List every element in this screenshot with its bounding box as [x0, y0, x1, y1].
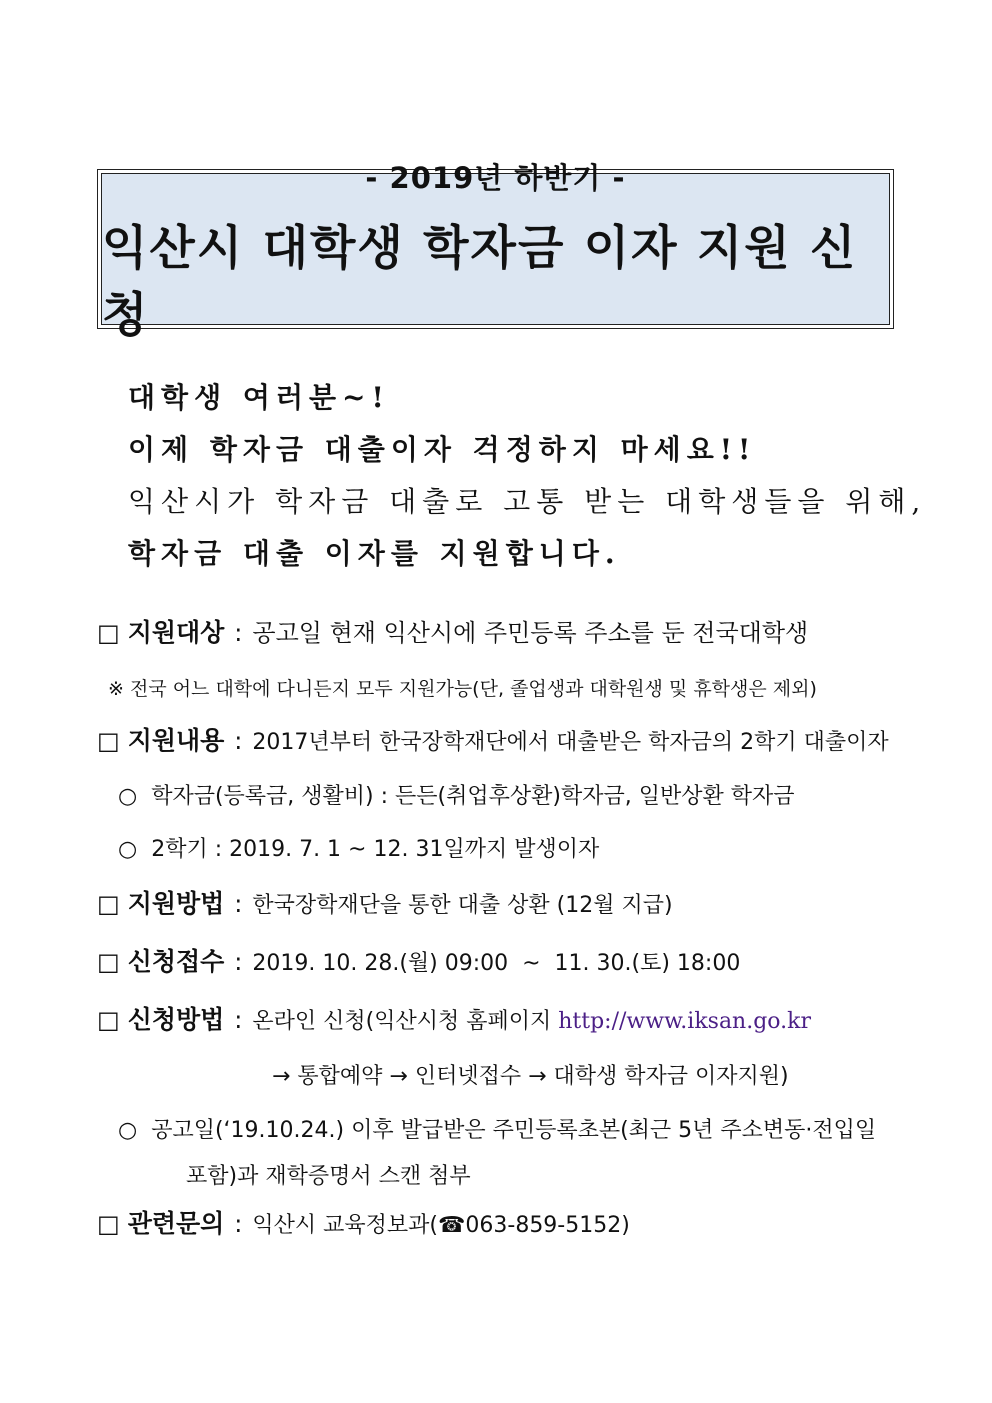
section-label: 지원내용 — [127, 726, 225, 755]
intro-line-3: 익산시가 학자금 대출로 고통 받는 대학생들을 위해, — [128, 485, 927, 518]
circle-bullet-icon: ○ — [118, 784, 138, 809]
section-period — [97, 945, 740, 981]
colon: : — [234, 890, 243, 918]
title-box — [97, 160, 894, 343]
checkbox-square-icon: □ — [97, 890, 120, 918]
subtitle: - 2019년 하반기 - — [365, 160, 626, 195]
section-label: 신청방법 — [127, 1005, 225, 1034]
colon: : — [234, 727, 243, 755]
section-text: 한국장학재단을 통한 대출 상환 (12월 지급) — [252, 893, 673, 918]
colon: : — [234, 619, 243, 647]
checkbox-square-icon: □ — [97, 619, 120, 647]
colon: : — [234, 1210, 243, 1238]
section-label: 관련문의 — [127, 1209, 225, 1238]
section-apply — [97, 1003, 811, 1039]
section-label: 신청접수 — [127, 947, 225, 976]
sub-text: 2학기 : 2019. 7. 1 ~ 12. 31일까지 발생이자 — [151, 837, 600, 862]
homepage-link[interactable]: http://www.iksan.go.kr — [558, 1009, 811, 1034]
section-text: 온라인 신청(익산시청 홈페이지 — [252, 1009, 559, 1034]
content-sub-2 — [118, 833, 599, 867]
content-sub-1 — [118, 780, 794, 814]
section-method — [97, 887, 673, 923]
sub-text: 공고일(‘19.10.24.) 이후 발급받은 주민등록초본(최근 5년 주소변동·전입일 — [151, 1118, 877, 1143]
section-text: 2019. 10. 28.(월) 09:00 ~ 11. 30.(토) 18:00 — [252, 951, 741, 976]
colon: : — [234, 1006, 243, 1034]
sub-text: 학자금(등록금, 생활비) : 든든(취업후상환)학자금, 일반상환 학자금 — [151, 784, 795, 809]
title-panel — [101, 160, 890, 343]
section-text: 2017년부터 한국장학재단에서 대출받은 학자금의 2학기 대출이자 — [252, 730, 889, 755]
section-label: 지원방법 — [127, 889, 225, 918]
section-target — [97, 616, 808, 650]
circle-bullet-icon: ○ — [118, 1118, 138, 1143]
section-label: 지원대상 — [127, 618, 225, 647]
page-title: 익산시 대학생 학자금 이자 지원 신청 — [102, 220, 858, 343]
circle-bullet-icon: ○ — [118, 837, 138, 862]
section-text: 익산시 교육정보과(☎063-859-5152) — [252, 1213, 630, 1238]
intro-line-2: 이제 학자금 대출이자 걱정하지 마세요!! — [128, 433, 757, 466]
checkbox-square-icon: □ — [97, 1006, 120, 1034]
apply-path: → 통합예약 → 인터넷접수 → 대학생 학자금 이자지원) — [272, 1064, 789, 1089]
intro-line-4: 학자금 대출 이자를 지원합니다. — [128, 537, 621, 570]
section-text: 공고일 현재 익산시에 주민등록 주소를 둔 전국대학생 — [252, 619, 809, 647]
section-contact — [97, 1207, 630, 1243]
checkbox-square-icon: □ — [97, 948, 120, 976]
checkbox-square-icon: □ — [97, 1210, 120, 1238]
intro-line-1: 대학생 여러분~! — [128, 381, 390, 414]
colon: : — [234, 948, 243, 976]
target-note: ※ 전국 어느 대학에 다니든지 모두 지원가능(단, 졸업생과 대학원생 및 휴학생은 제외) — [108, 678, 817, 700]
intro-message — [128, 372, 926, 580]
apply-sub-1-continued: 포함)과 재학증명서 스캔 첨부 — [186, 1164, 471, 1189]
apply-sub-1 — [118, 1114, 876, 1148]
section-content — [97, 724, 889, 760]
checkbox-square-icon: □ — [97, 727, 120, 755]
